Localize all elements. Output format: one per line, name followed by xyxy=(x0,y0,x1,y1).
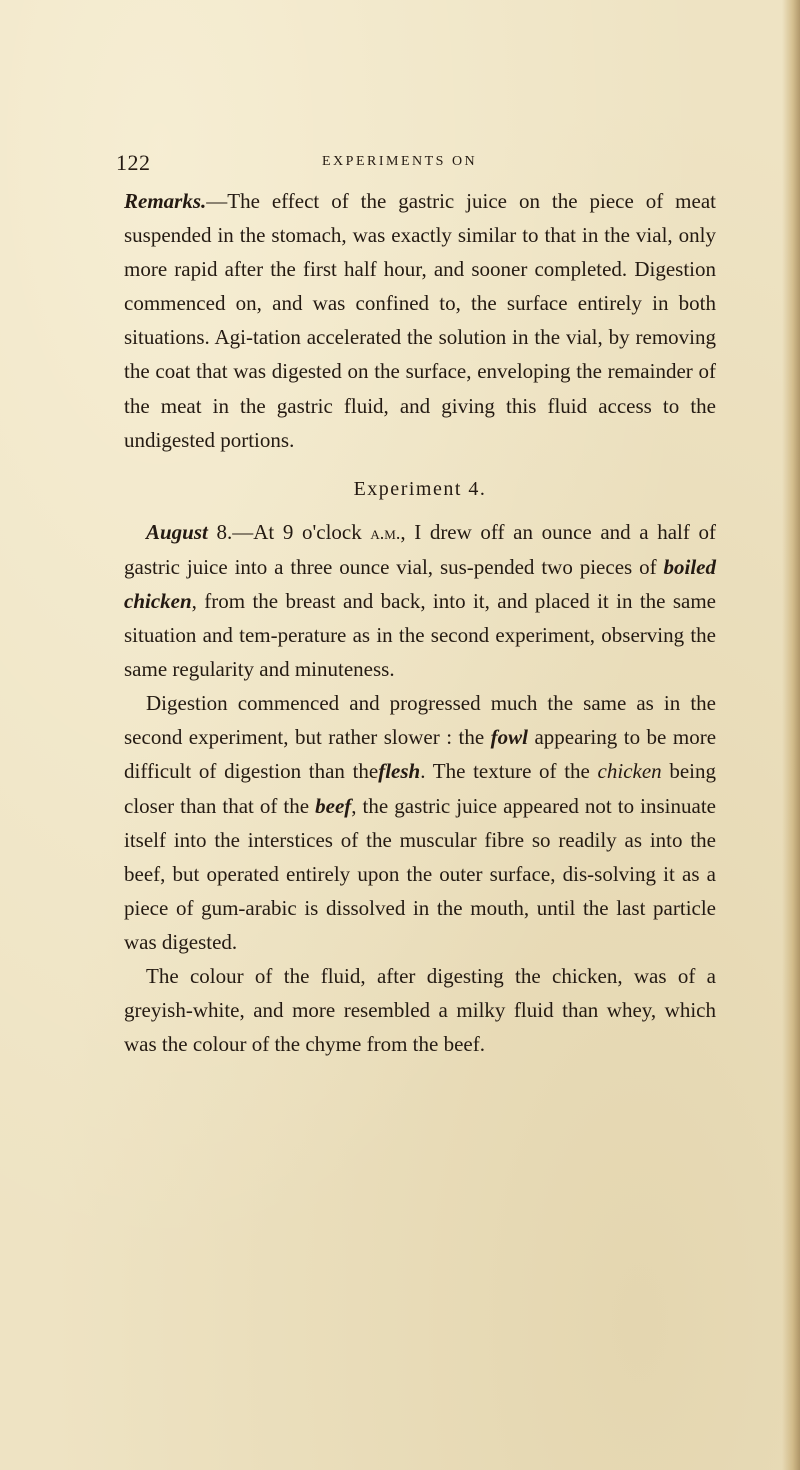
running-head xyxy=(116,150,716,176)
para1-text-2: , I drew off an ounce and a half of gastric juice into a three ounce vial, sus-pended two pieces of xyxy=(124,519,716,579)
date-august: August xyxy=(146,519,208,544)
para2-text-2: appearing to be more difficult of digestion than the xyxy=(124,725,717,784)
term-fowl: fowl xyxy=(490,725,528,750)
experiment-paragraph-2 xyxy=(124,686,716,959)
para2-text-1: Digestion commenced and progressed much the same as in the second experiment, but rather slower : the xyxy=(124,691,716,750)
page-number: 122 xyxy=(116,150,151,175)
para2-text-3: . The texture of the xyxy=(420,759,598,784)
term-boiled-chicken: boiled chicken xyxy=(124,554,716,613)
remarks-text: —The effect of the gastric juice on the piece of meat suspended in the stomach, was exactly similar to that in the vial, only more rapid after the first half hour, and sooner completed. Digestion commenced on, and was confined to, the surface entirely in both situations. Agi-tation accelerated the solution in the vial, by removing the coat that was digested on the surface, enveloping the remainder of the meat in the gastric fluid, and giving this fluid access to the undigested portions. xyxy=(124,189,716,452)
term-chicken: chicken xyxy=(597,759,662,784)
para2-text-4: being closer than that of the xyxy=(124,759,716,818)
page-content xyxy=(116,150,717,1061)
experiment-heading: Experiment 4. xyxy=(353,477,487,500)
time-am: a.m. xyxy=(370,522,401,543)
page-edge-shadow xyxy=(782,0,800,1470)
remarks-label: Remarks. xyxy=(124,189,207,213)
running-title: EXPERIMENTS ON xyxy=(322,154,478,169)
term-beef: beef xyxy=(315,793,352,818)
body-text xyxy=(124,184,716,1061)
remarks-paragraph xyxy=(124,184,716,457)
para1-text-3: , from the breast and back, into it, and placed it in the same situation and tem-perature as in the second experiment, observing the same regularity and minuteness. xyxy=(124,588,716,682)
experiment-paragraph-3: The colour of the fluid, after digesting the chicken, was of a greyish-white, and more resembled a milky fluid than whey, which was the colour of the chyme from the beef. xyxy=(124,963,716,1057)
experiment-paragraph-1 xyxy=(124,515,716,686)
para1-text-1: 8.—At 9 o'clock xyxy=(207,519,371,544)
term-flesh: flesh xyxy=(378,759,421,784)
para2-text-5: , the gastric juice appeared not to insinuate itself into the interstices of the muscular fibre so readily as into the beef, but operated entirely upon the outer surface, dis-solving it as a piece of gum-arabic is dissolved in the mouth, until the last particle was digested. xyxy=(124,793,716,954)
